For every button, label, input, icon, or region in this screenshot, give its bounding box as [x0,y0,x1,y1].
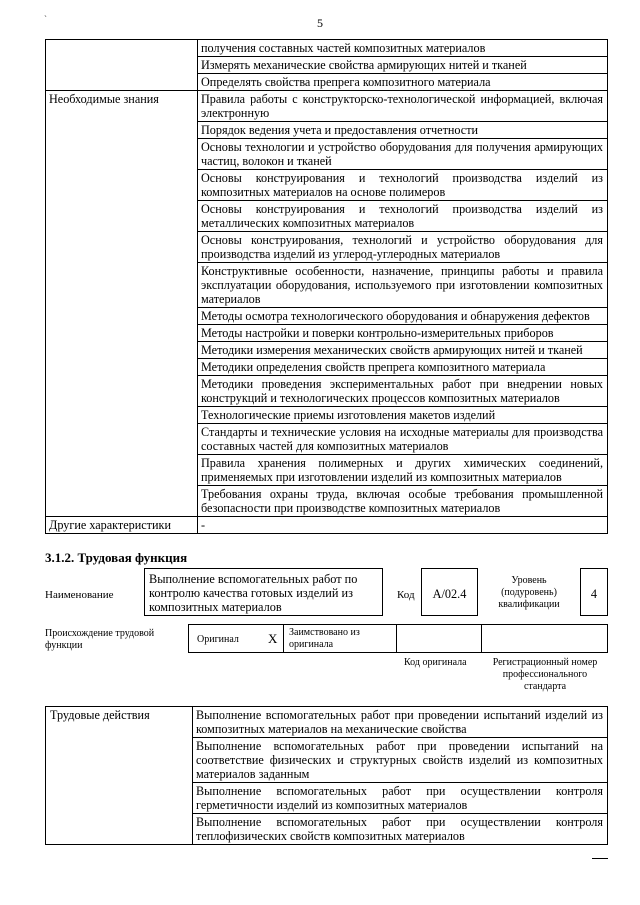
code-label: Код [397,589,415,601]
labor-actions-label: Трудовые действия [46,707,193,845]
row-label: Необходимые знания [46,91,198,517]
original-code-cell [396,624,482,653]
row-text: Методики проведения экспериментальных работ при внедрении новых конструкций и технологических процессов композитных материалов [198,376,608,407]
origin-label: Происхождение трудовой функции [45,628,155,651]
labor-action-text: Выполнение вспомогательных работ при осуществлении контроля герметичности изделий из композитных материалов [193,783,608,814]
row-text: Требования охраны труда, включая особые требования промышленной безопасности при производстве композитных материалов [198,486,608,517]
row-text: Методики измерения механических свойств армирующих нитей и тканей [198,342,608,359]
name-box [144,568,383,616]
row-text: Порядок ведения учета и предоставления отчетности [198,122,608,139]
level-label: Уровень (подуровень) квалификации [498,575,560,610]
row-text: Измерять механические свойства армирующих нитей и тканей [198,57,608,74]
row-text: Правила работы с конструкторско-технологической информацией, включая электронную [198,91,608,122]
function-code: А/02.4 [432,587,467,601]
corner-dash [592,858,608,859]
level-value: 4 [590,587,598,601]
row-text: Определять свойства препрега композитного материала [198,74,608,91]
function-name: Выполнение вспомогательных работ по контролю качества готовых изделий из композитных материалов [149,572,358,614]
row-text: Основы конструирования и технологий производства изделий из композитных материалов на основе полимеров [198,170,608,201]
knowledge-table [45,39,608,534]
code-box [421,568,478,616]
row-text: Стандарты и технические условия на исходные материалы для производства составных частей для композитных материалов [198,424,608,455]
reg-number-caption: Регистрационный номер профессионального стандарта [492,657,598,692]
original-mark: X [268,631,278,646]
labor-action-text: Выполнение вспомогательных работ при осуществлении контроля теплофизических свойств композитных материалов [193,814,608,845]
row-text: Основы конструирования, технологий и устройство оборудования для производства изделий из углерод-углеродных материалов [198,232,608,263]
row-text: Основы конструирования и технологий производства изделий из металлических композитных материалов [198,201,608,232]
borrowed-label: Заимствовано из оригинала [289,627,360,650]
row-label: Другие характеристики [46,517,198,534]
corner-mark: ` [44,14,47,24]
row-text: Правила хранения полимерных и других химических соединений, применяемых при изготовлении изделий из композитных материалов [198,455,608,486]
row-text: Методы осмотра технологического оборудования и обнаружения дефектов [198,308,608,325]
row-text: Методики определения свойств препрега композитного материала [198,359,608,376]
code-original-caption: Код оригинала [404,657,467,668]
row-text: получения составных частей композитных материалов [198,40,608,57]
labor-actions-table [45,706,608,845]
row-text: Технологические приемы изготовления макетов изделий [198,407,608,424]
page-number: 5 [317,16,323,30]
labor-action-text: Выполнение вспомогательных работ при проведении испытаний на соответствие физических и структурных свойств изделий из композитных материалов заданным [193,738,608,783]
table-row [46,517,608,534]
row-text: Основы технологии и устройство оборудования для получения армирующих частиц, волокон и тканей [198,139,608,170]
labor-action-text: Выполнение вспомогательных работ при проведении испытаний изделий из композитных материалов на механические свойства [193,707,608,738]
row-text: Методы настройки и поверки контрольно-измерительных приборов [198,325,608,342]
original-label: Оригинал [197,634,239,645]
name-label: Наименование [45,589,114,601]
row-text: - [198,517,608,534]
original-cell [188,624,284,653]
row-label [46,40,198,91]
reg-number-cell [481,624,608,653]
row-text: Конструктивные особенности, назначение, принципы работы и правила эксплуатации оборудования, используемого при изготовлении композитных материалов [198,263,608,308]
table-row [46,40,608,57]
level-box [580,568,608,616]
table-row [46,91,608,122]
table-row [46,707,608,738]
borrowed-cell [283,624,397,653]
section-heading: 3.1.2. Трудовая функция [45,550,188,565]
